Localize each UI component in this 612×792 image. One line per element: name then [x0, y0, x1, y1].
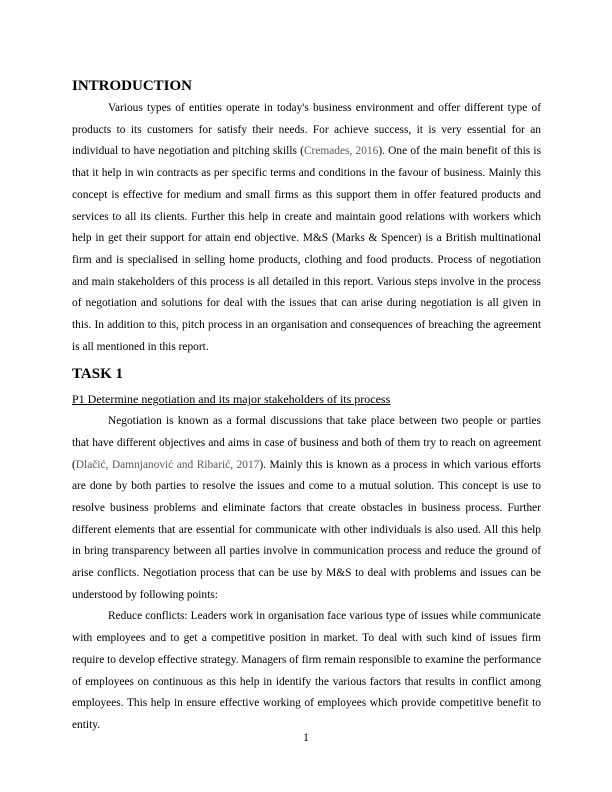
task1-subheading: P1 Determine negotiation and its major stakeholders of its process: [72, 392, 391, 407]
introduction-paragraph: [72, 98, 541, 358]
citation-cremades: Cremades, 2016: [303, 145, 379, 158]
introduction-text-end: ). One of the main benefit of this is that it help in win contracts as per specific terms and conditions in the favour of business. Mainly this concept is effective for medium and small firms as this support them in offer featured products and services to all its clients. Further this help in create and maintain good relations with workers which help in get their support for attain end objective. M&S (Marks & Spencer) is a British multinational firm and is specialised in selling home products, clothing and food products. Process of negotiation and main stakeholders of this process is all detailed in this report. Various steps involve in the process of negotiation and solutions for deal with the issues that can arise during negotiation is all given in this. In addition to this, pitch process in an organisation and consequences of breaching the agreement is all mentioned in this report.: [72, 145, 542, 353]
task1-heading: TASK 1: [72, 366, 123, 383]
reduce-conflicts-paragraph: Reduce conflicts: Leaders work in organisation face various type of issues while communicate with employees and to get a competitive position in market. To deal with such kind of issues firm require to develop effective strategy. Managers of firm remain responsible to examine the performance of employees on continuous as this help in identify the various factors that results in conflict among employees. This help in ensure effective working of employees which provide competitive benefit to entity.: [72, 610, 541, 731]
negotiation-text-end: ). Mainly this is known as a process in which various efforts are done by both parties to resolve the issues and come to a mutual solution. This concept is use to resolve business problems and eliminate factors that create obstacles in business process. Further different elements that are essential for communicate with other individuals is also used. All this help in bring transparency between all parties involve in communication process and reduce the ground of arise conflicts. Negotiation process that can be use by M&S to deal with problems and issues can be understood by following points:: [72, 458, 541, 601]
negotiation-paragraph: [72, 411, 541, 606]
introduction-text-start: Various types of entities operate in today's business environment and offer different type of products to its customers for satisfy their needs. For achieve success, it is very essential for an individual to have negotiation and pitching skills (: [72, 102, 541, 158]
document-page: [72, 76, 541, 737]
page-number: 1: [303, 730, 309, 744]
citation-dlacic: Dlačić, Damnjanović and Ribarić, 2017: [75, 458, 260, 471]
introduction-heading: INTRODUCTION: [72, 78, 193, 94]
negotiation-text-start: Negotiation is known as a formal discussions that take place between two people or parties that have different objectives and aims in case of business and both of them try to reach on agreement (: [72, 415, 541, 471]
